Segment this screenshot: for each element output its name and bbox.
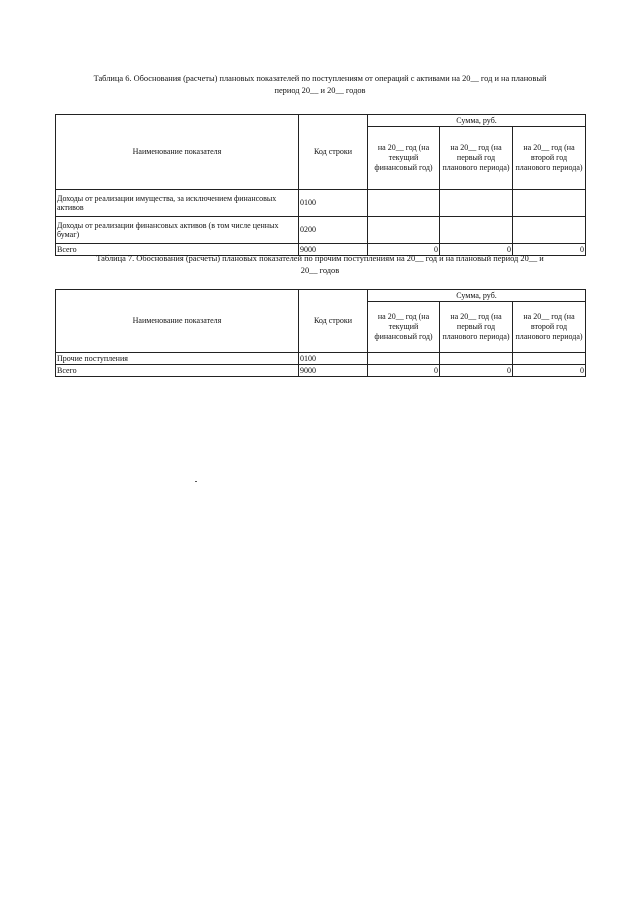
row-value-year1: 0: [368, 244, 440, 256]
row-value-year3: 0: [513, 244, 586, 256]
row-value-year3[interactable]: [513, 353, 586, 365]
table-row: [56, 353, 586, 365]
row-value-year2: 0: [440, 244, 513, 256]
row-code: 0200: [299, 217, 368, 244]
year2-column-header: на 20__ год (на первый год планового периода): [440, 302, 513, 353]
row-value-year3[interactable]: [513, 217, 586, 244]
row-value-year2[interactable]: [440, 353, 513, 365]
row-code: 0100: [299, 190, 368, 217]
sum-column-header: Сумма, руб.: [368, 290, 586, 302]
table6-caption: [55, 73, 585, 97]
row-name: Всего: [56, 244, 299, 256]
row-name: Доходы от реализации имущества, за исключением финансовых активов: [56, 190, 299, 217]
table-row-total: [56, 365, 586, 377]
table6-caption-line2: период 20__ и 20__ годов: [274, 86, 366, 95]
name-column-header: Наименование показателя: [56, 115, 299, 190]
row-value-year1[interactable]: [368, 190, 440, 217]
code-column-header: Код строки: [299, 290, 368, 353]
table-row: [56, 190, 586, 217]
scan-speck: [195, 481, 197, 482]
row-name: Прочие поступления: [56, 353, 299, 365]
row-value-year3[interactable]: [513, 190, 586, 217]
row-name: Доходы от реализации финансовых активов (в том числе ценных бумаг): [56, 217, 299, 244]
row-value-year1[interactable]: [368, 353, 440, 365]
row-code: 9000: [299, 365, 368, 377]
sum-column-header: Сумма, руб.: [368, 115, 586, 127]
code-column-header: Код строки: [299, 115, 368, 190]
year1-column-header: на 20__ год (на текущий финансовый год): [368, 127, 440, 190]
table6: [55, 114, 586, 256]
table7: [55, 289, 586, 377]
table-row: [56, 217, 586, 244]
year1-column-header: на 20__ год (на текущий финансовый год): [368, 302, 440, 353]
row-code: 0100: [299, 353, 368, 365]
row-value-year1[interactable]: [368, 217, 440, 244]
table6-caption-line1: Таблица 6. Обоснования (расчеты) плановых показателей по поступлениям от операций с активами на 20__ год и на плановый: [93, 74, 547, 83]
row-value-year2: 0: [440, 365, 513, 377]
row-code: 9000: [299, 244, 368, 256]
name-column-header: Наименование показателя: [56, 290, 299, 353]
row-value-year2[interactable]: [440, 217, 513, 244]
table7-caption: [55, 253, 585, 277]
row-value-year3: 0: [513, 365, 586, 377]
row-value-year1: 0: [368, 365, 440, 377]
row-name: Всего: [56, 365, 299, 377]
table7-caption-line2: 20__ годов: [300, 266, 340, 275]
year2-column-header: на 20__ год (на первый год планового периода): [440, 127, 513, 190]
year3-column-header: на 20__ год (на второй год планового периода): [513, 302, 586, 353]
row-value-year2[interactable]: [440, 190, 513, 217]
year3-column-header: на 20__ год (на второй год планового периода): [513, 127, 586, 190]
table7-caption-line1: Таблица 7. Обоснования (расчеты) плановых показателей по прочим поступлениям на 20__ год и на плановый период 20__ и: [96, 254, 544, 263]
